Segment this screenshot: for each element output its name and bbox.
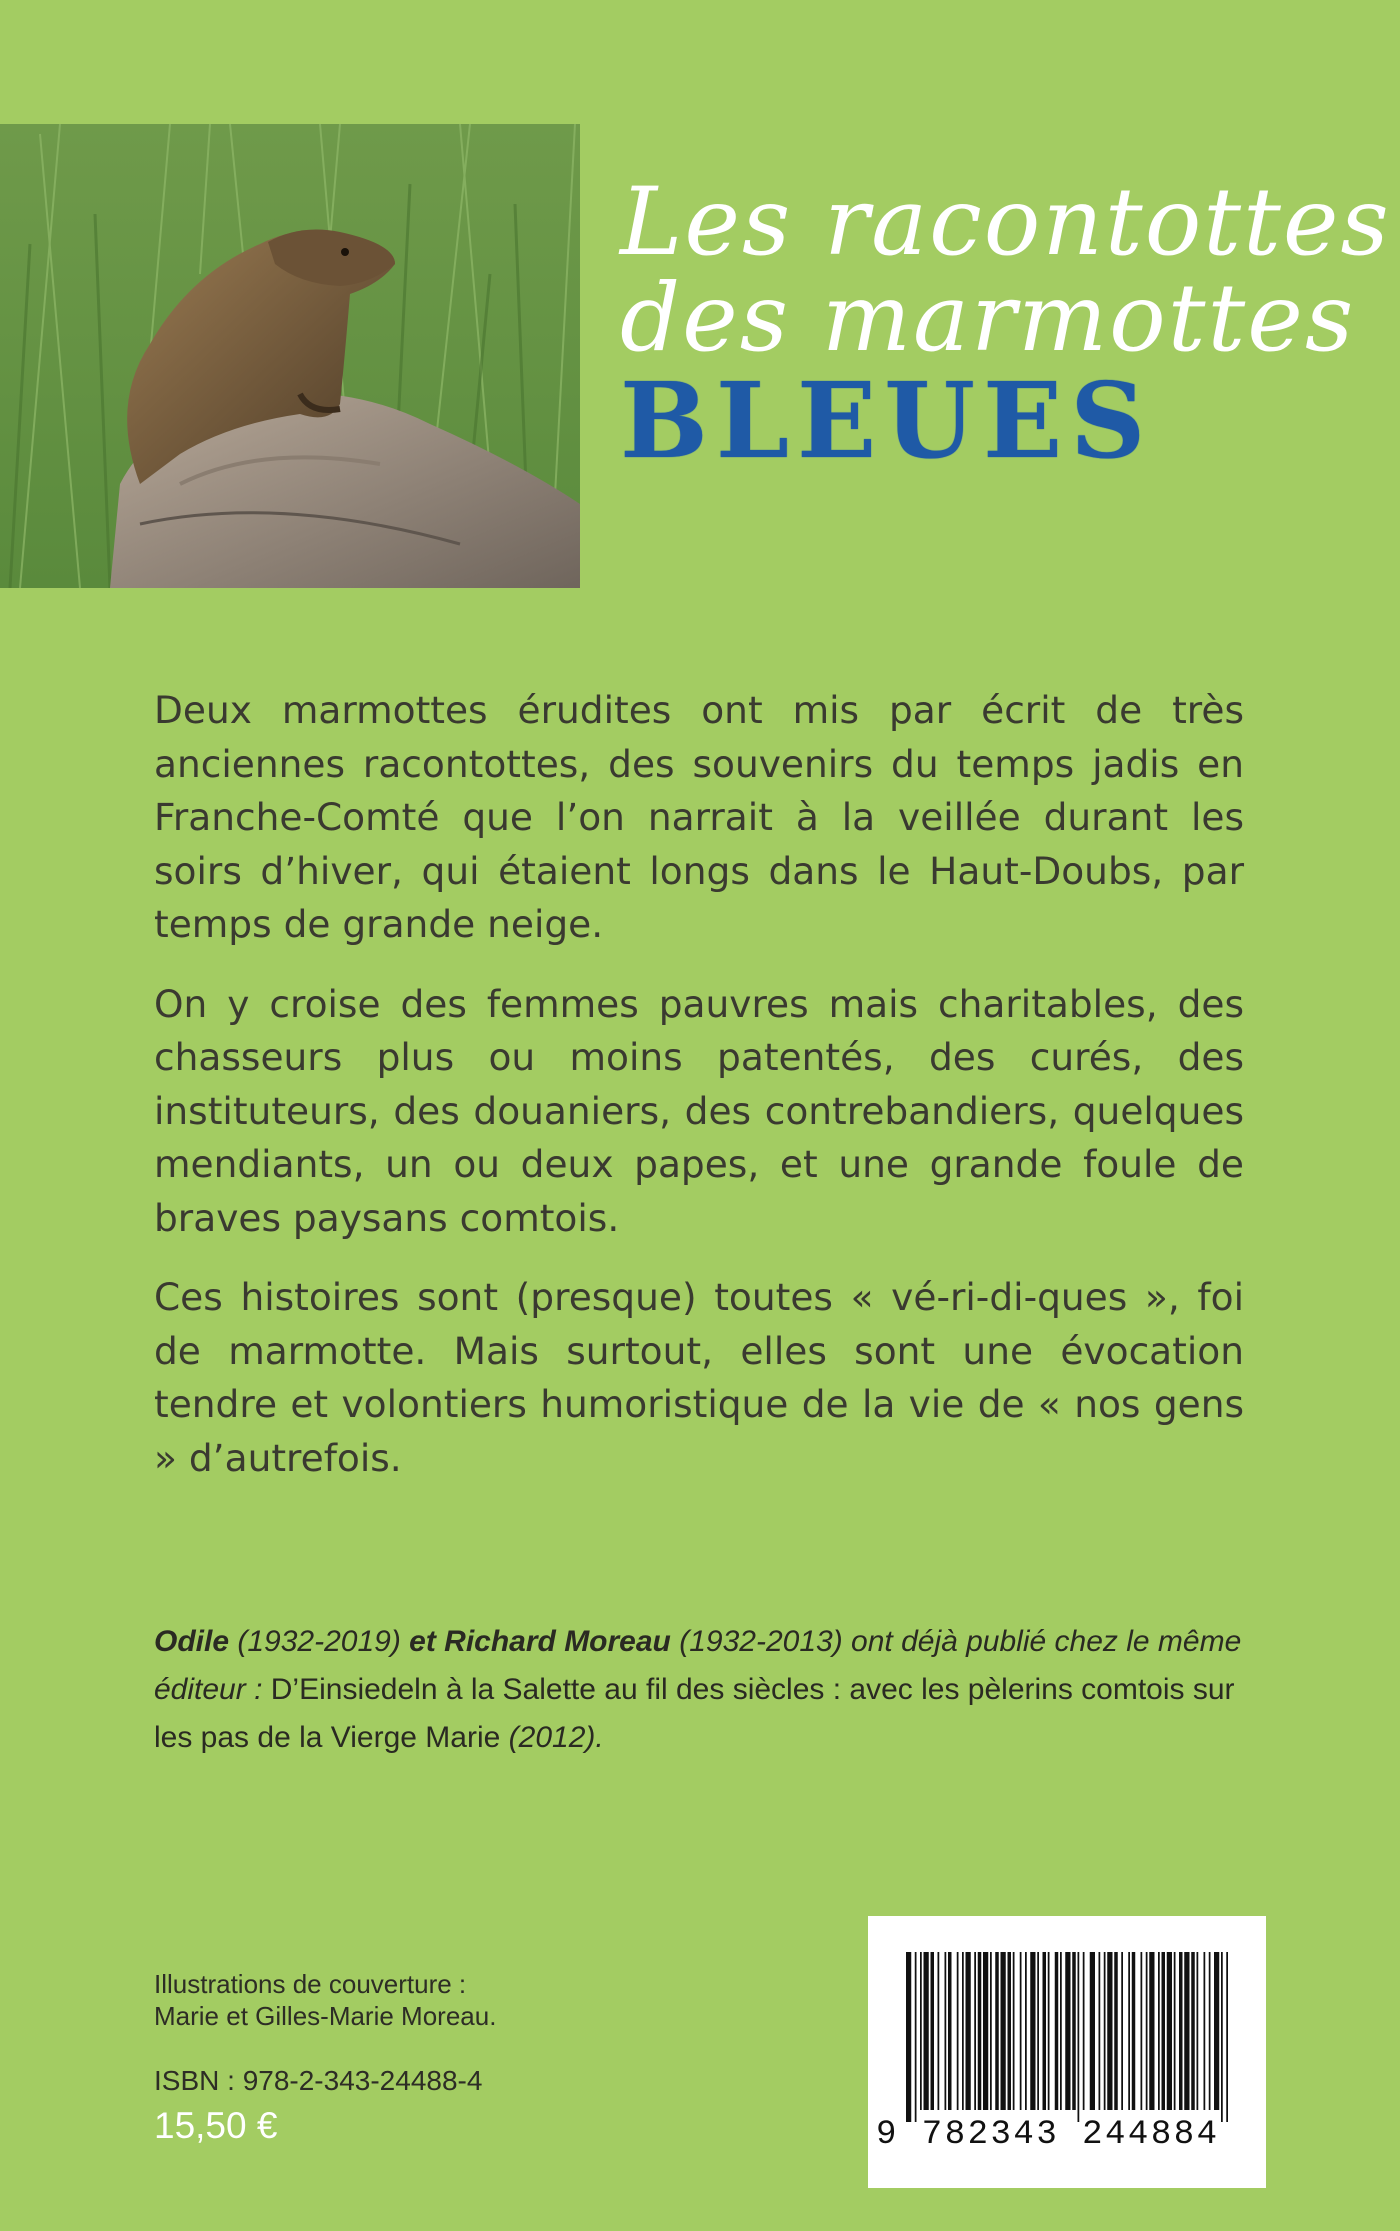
barcode-bar [1107,1952,1112,2110]
barcode-bar [1078,1952,1080,2122]
barcode [868,1916,1266,2188]
author-dates-odile: (1932-2019) [237,1625,401,1658]
marmot-photo-image [0,124,580,588]
barcode-bar [1174,1952,1176,2110]
barcode-bar [1060,1952,1062,2110]
blurb-paragraph-1: Deux marmottes érudites ont mis par écrit de très anciennes racontottes, des souvenirs du temps jadis en Franche-Comté que l’on narrait à la veillée durant les soirs d’hiver, qui étaient longs dans le Haut-Doubs, par temps de grande neige. [154,688,1244,946]
back-cover-blurb [154,684,1244,1511]
barcode-bar [948,1952,952,2110]
barcode-bar [1037,1952,1039,2110]
barcode-bar [1221,1952,1223,2122]
barcode-bar [924,1952,929,2110]
barcode-bar [1158,1952,1160,2110]
credits-line-1: Illustrations de couverture : [154,1969,467,1999]
barcode-bar [1025,1952,1027,2110]
barcode-bar [1008,1952,1012,2110]
barcode-bar [1179,1952,1183,2110]
barcode-bar [957,1952,959,2110]
barcode-bar [1114,1952,1118,2110]
barcode-bar [945,1952,947,2110]
barcode-bar [1128,1952,1130,2110]
barcode-bar [915,1952,917,2122]
barcode-bar [1001,1952,1006,2110]
barcode-bar [906,1952,911,2122]
barcode-bars [906,1952,1228,2122]
isbn-text: ISBN : 978-2-343-24488-4 [154,2065,483,2096]
barcode-bar [1065,1952,1070,2110]
barcode-bar [1083,1952,1085,2110]
barcode-bar [1043,1952,1047,2110]
blurb-paragraph-3: Ces histoires sont (presque) toutes « vé-ri-di-ques », foi de marmotte. Mais surtout, elles sont une évocation tendre et volontiers humoristique de la vie de « nos gens » d’autrefois. [154,1275,1244,1480]
barcode-digits: 9 782343 244884 [876,2116,1220,2154]
author-dates-richard: (1932-2013) [679,1625,843,1658]
barcode-bar [1191,1952,1195,2110]
barcode-bar [1197,1952,1199,2110]
author-note-phrase: ont déjà publié chez le même éditeur : [154,1625,1242,1706]
barcode-bar [983,1952,988,2110]
barcode-bar [1226,1952,1228,2122]
author-note [154,1618,1244,1762]
barcode-bar [1132,1952,1136,2110]
barcode-bar [1020,1952,1022,2110]
barcode-bar [1055,1952,1059,2110]
barcode-bar [1099,1952,1101,2110]
barcode-bar [1013,1952,1015,2110]
barcode-bar [978,1952,982,2110]
barcode-bar [974,1952,976,2110]
barcode-bar [1167,1952,1172,2110]
previous-book-title: D’Einsiedeln à la Salette au fil des siècles : avec les pèlerins comtois sur les pas de la Vierge Marie [154,1673,1235,1754]
barcode-bar [962,1952,964,2110]
barcode-bar [1204,1952,1206,2110]
barcode-bar [1214,1952,1219,2110]
barcode-bar [1149,1952,1154,2110]
barcode-bar [995,1952,999,2110]
barcode-bar [1121,1952,1123,2110]
barcode-bar [990,1952,992,2110]
cover-photo-marmot [0,124,580,588]
title-line-3: BLEUES [620,359,1154,482]
illustration-credits [154,1968,674,2032]
price-text: 15,50 € [154,2105,278,2146]
barcode-bar [938,1952,940,2110]
barcode-bar [920,1952,922,2110]
barcode-bar [1162,1952,1166,2110]
credits-line-2: Marie et Gilles-Marie Moreau. [154,2001,497,2031]
previous-book-year: (2012). [508,1721,604,1754]
title-line-1: Les racontottes [620,168,1391,277]
book-title [620,168,1391,482]
author-name-richard: et Richard Moreau [409,1625,671,1658]
barcode-bar [966,1952,971,2110]
barcode-bar [1104,1952,1106,2110]
barcode-bar [1048,1952,1050,2110]
barcode-bar [1146,1952,1148,2110]
barcode-bar [1072,1952,1076,2110]
barcode-bar [1184,1952,1189,2110]
barcode-bar [1090,1952,1095,2110]
blurb-paragraph-2: On y croise des femmes pauvres mais charitables, des chasseurs plus ou moins patentés, des curés, des instituteurs, des douaniers, des contrebandiers, quelques mendiants, un ou deux papes, et une grande foule de braves paysans comtois. [154,981,1244,1240]
barcode-bar [1209,1952,1211,2110]
barcode-bar [1141,1952,1143,2110]
barcode-bar [1030,1952,1035,2110]
barcode-bar [931,1952,935,2110]
title-line-2: des marmottes [620,264,1356,373]
author-name-odile: Odile [154,1625,230,1658]
